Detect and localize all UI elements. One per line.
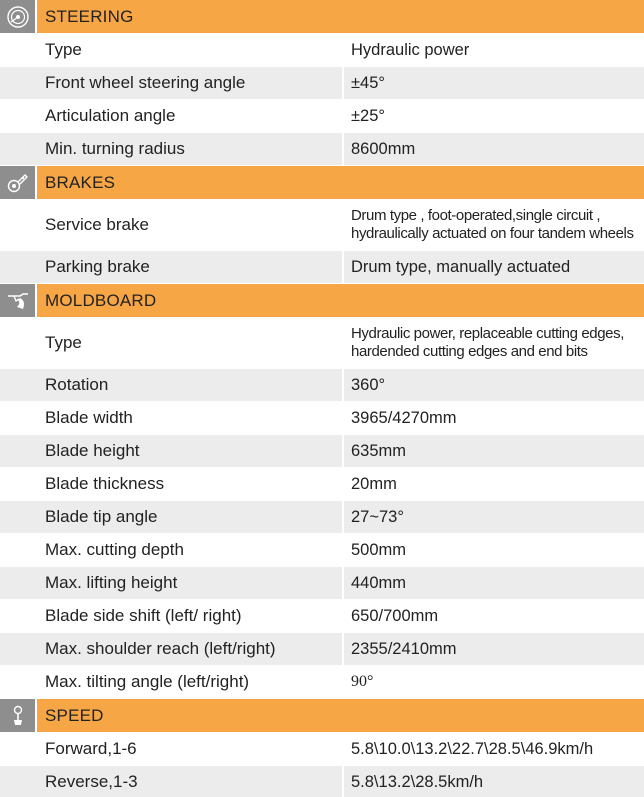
row-value: 5.8\13.2\28.5km/h bbox=[342, 766, 644, 797]
row-value: 8600mm bbox=[342, 133, 644, 165]
table-row bbox=[0, 600, 644, 632]
row-label: Max. cutting depth bbox=[0, 534, 342, 566]
row-label: Type bbox=[0, 318, 342, 368]
section-header-moldboard bbox=[0, 284, 644, 317]
row-value: Drum type , foot-operated,single circuit , hydraulically actuated on four tandem wheels bbox=[342, 200, 644, 250]
table-row bbox=[0, 766, 644, 797]
row-value: 27~73° bbox=[342, 501, 644, 533]
brake-icon bbox=[0, 166, 35, 199]
table-row bbox=[0, 468, 644, 500]
row-value: 635mm bbox=[342, 435, 644, 467]
row-label: Blade thickness bbox=[0, 468, 342, 500]
table-row bbox=[0, 133, 644, 165]
table-row bbox=[0, 435, 644, 467]
table-row bbox=[0, 534, 644, 566]
row-value: 500mm bbox=[342, 534, 644, 566]
row-label: Blade width bbox=[0, 402, 342, 434]
row-label: Blade height bbox=[0, 435, 342, 467]
table-row bbox=[0, 67, 644, 99]
row-value: 3965/4270mm bbox=[342, 402, 644, 434]
table-row bbox=[0, 501, 644, 533]
moldboard-icon bbox=[0, 284, 35, 317]
section-header-brakes bbox=[0, 166, 644, 199]
row-label: Parking brake bbox=[0, 251, 342, 283]
section-header-steering bbox=[0, 0, 644, 33]
row-value: 20mm bbox=[342, 468, 644, 500]
section-title: MOLDBOARD bbox=[37, 284, 644, 317]
table-row bbox=[0, 666, 644, 698]
section-title: SPEED bbox=[37, 699, 644, 732]
steering-wheel-icon bbox=[0, 0, 35, 33]
row-value: 650/700mm bbox=[342, 600, 644, 632]
table-row bbox=[0, 251, 644, 283]
row-label: Rotation bbox=[0, 369, 342, 401]
row-value: Hydraulic power bbox=[342, 34, 644, 66]
table-row bbox=[0, 318, 644, 368]
row-value: 2355/2410mm bbox=[342, 633, 644, 665]
table-row bbox=[0, 567, 644, 599]
table-row bbox=[0, 200, 644, 250]
row-label: Max. shoulder reach (left/right) bbox=[0, 633, 342, 665]
row-label: Max. lifting height bbox=[0, 567, 342, 599]
row-label: Service brake bbox=[0, 200, 342, 250]
section-title: BRAKES bbox=[37, 166, 644, 199]
row-label: Blade side shift (left/ right) bbox=[0, 600, 342, 632]
row-value: 440mm bbox=[342, 567, 644, 599]
row-value: 5.8\10.0\13.2\22.7\28.5\46.9km/h bbox=[342, 733, 644, 765]
row-label: Reverse,1-3 bbox=[0, 766, 342, 797]
section-header-speed bbox=[0, 699, 644, 732]
row-label: Forward,1-6 bbox=[0, 733, 342, 765]
row-label: Min. turning radius bbox=[0, 133, 342, 165]
row-value: ±25° bbox=[342, 100, 644, 132]
table-row bbox=[0, 34, 644, 66]
gear-shift-icon bbox=[0, 699, 35, 732]
row-value: 360° bbox=[342, 369, 644, 401]
table-row bbox=[0, 733, 644, 765]
row-value: Hydraulic power, replaceable cutting edges, hardended cutting edges and end bits bbox=[342, 318, 644, 368]
table-row bbox=[0, 633, 644, 665]
row-label: Max. tilting angle (left/right) bbox=[0, 666, 342, 698]
row-label: Front wheel steering angle bbox=[0, 67, 342, 99]
row-value: ±45° bbox=[342, 67, 644, 99]
table-row bbox=[0, 369, 644, 401]
table-row bbox=[0, 100, 644, 132]
row-label: Type bbox=[0, 34, 342, 66]
table-row bbox=[0, 402, 644, 434]
row-label: Blade tip angle bbox=[0, 501, 342, 533]
row-value: Drum type, manually actuated bbox=[342, 251, 644, 283]
row-value: 90° bbox=[342, 666, 644, 698]
section-title: STEERING bbox=[37, 0, 644, 33]
row-label: Articulation angle bbox=[0, 100, 342, 132]
